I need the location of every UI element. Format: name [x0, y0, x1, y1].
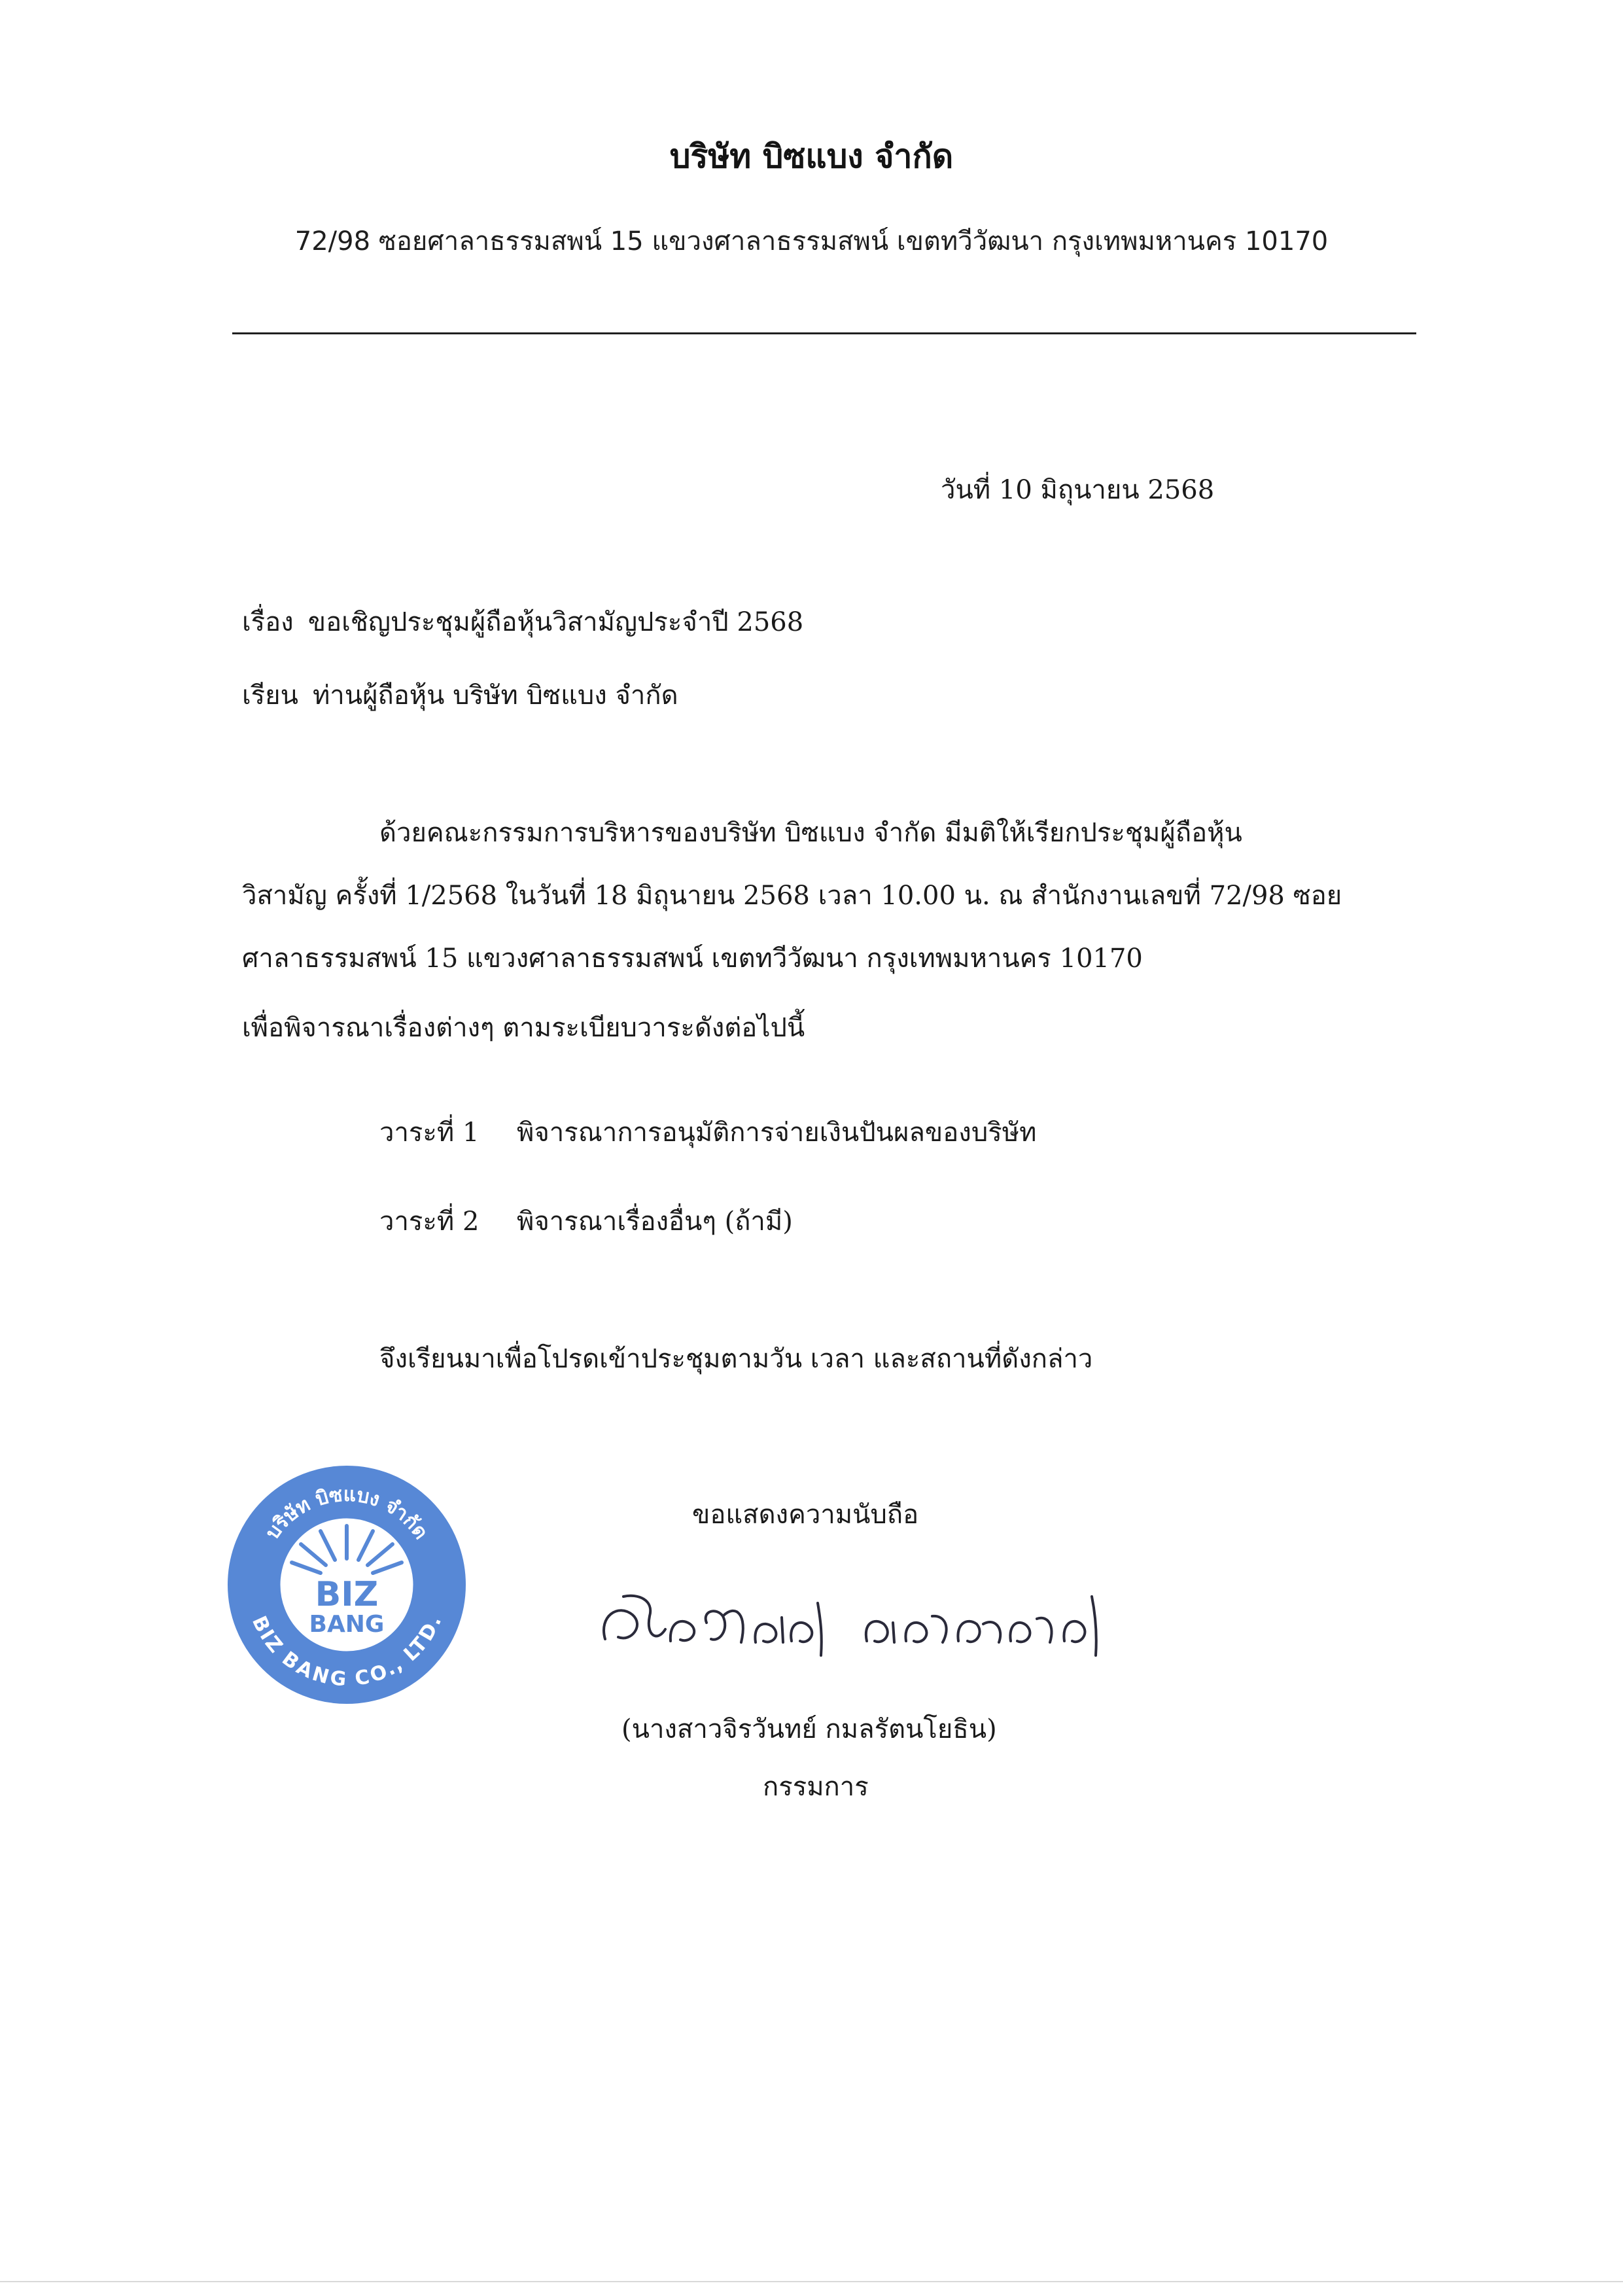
letter-date: วันที่ 10 มิถุนายน 2568 [941, 475, 1215, 505]
closing-sentence: จึงเรียนมาเพื่อโปรดเข้าประชุมตามวัน เวลา และสถานที่ดังกล่าว [379, 1344, 1093, 1374]
svg-text:BANG: BANG [309, 1611, 385, 1638]
body-line-4: เพื่อพิจารณาเรื่องต่างๆ ตามระเบียบวาระดังต่อไปนี้ [242, 1013, 805, 1043]
recipient-label: เรียน [242, 680, 298, 711]
svg-text:BIZ: BIZ [315, 1575, 379, 1614]
svg-text:BIZ BANG CO., LTD.: BIZ BANG CO., LTD. [247, 1612, 447, 1691]
company-name: บริษัท บิซแบง จำกัด [669, 137, 954, 175]
subject-row [242, 601, 803, 643]
handwritten-signature [592, 1577, 1135, 1675]
signer-title: กรรมการ [763, 1772, 869, 1802]
agenda-item-1-text: พิจารณาการอนุมัติการจ่ายเงินปันผลของบริษัท [517, 1118, 1037, 1148]
svg-text:บริษัท บิซแบง จำกัด: บริษัท บิซแบง จำกัด [261, 1483, 432, 1544]
agenda-item-1-number: วาระที่ 1 [379, 1118, 480, 1148]
header-divider [232, 332, 1416, 334]
recipient-row [242, 674, 678, 716]
recipient-text: ท่านผู้ถือหุ้น บริษัท บิซแบง จำกัด [312, 680, 678, 711]
agenda-item-2-number: วาระที่ 2 [379, 1207, 480, 1237]
regards-line: ขอแสดงความนับถือ [692, 1500, 919, 1530]
page-bottom-edge [0, 2281, 1623, 2282]
subject-label: เรื่อง [242, 607, 294, 637]
body-line-2: วิสามัญ ครั้งที่ 1/2568 ในวันที่ 18 มิถุนายน 2568 เวลา 10.00 น. ณ สำนักงานเลขที่ 72/98 ซอย [242, 881, 1342, 911]
company-address: 72/98 ซอยศาลาธรรมสพน์ 15 แขวงศาลาธรรมสพน์ เขตทวีวัฒนา กรุงเทพมหานคร 10170 [294, 226, 1329, 256]
agenda-item-2-text: พิจารณาเรื่องอื่นๆ (ถ้ามี) [517, 1207, 793, 1237]
body-line-3: ศาลาธรรมสพน์ 15 แขวงศาลาธรรมสพน์ เขตทวีวัฒนา กรุงเทพมหานคร 10170 [242, 944, 1143, 974]
company-stamp [222, 1460, 471, 1709]
body-line-1: ด้วยคณะกรรมการบริหารของบริษัท บิซแบง จำกัด มีมติให้เรียกประชุมผู้ถือหุ้น [379, 818, 1242, 848]
subject-text: ขอเชิญประชุมผู้ถือหุ้นวิสามัญประจำปี 2568 [307, 607, 804, 637]
signer-name: (นางสาวจิรวันทย์ กมลรัตนโยธิน) [621, 1714, 997, 1744]
